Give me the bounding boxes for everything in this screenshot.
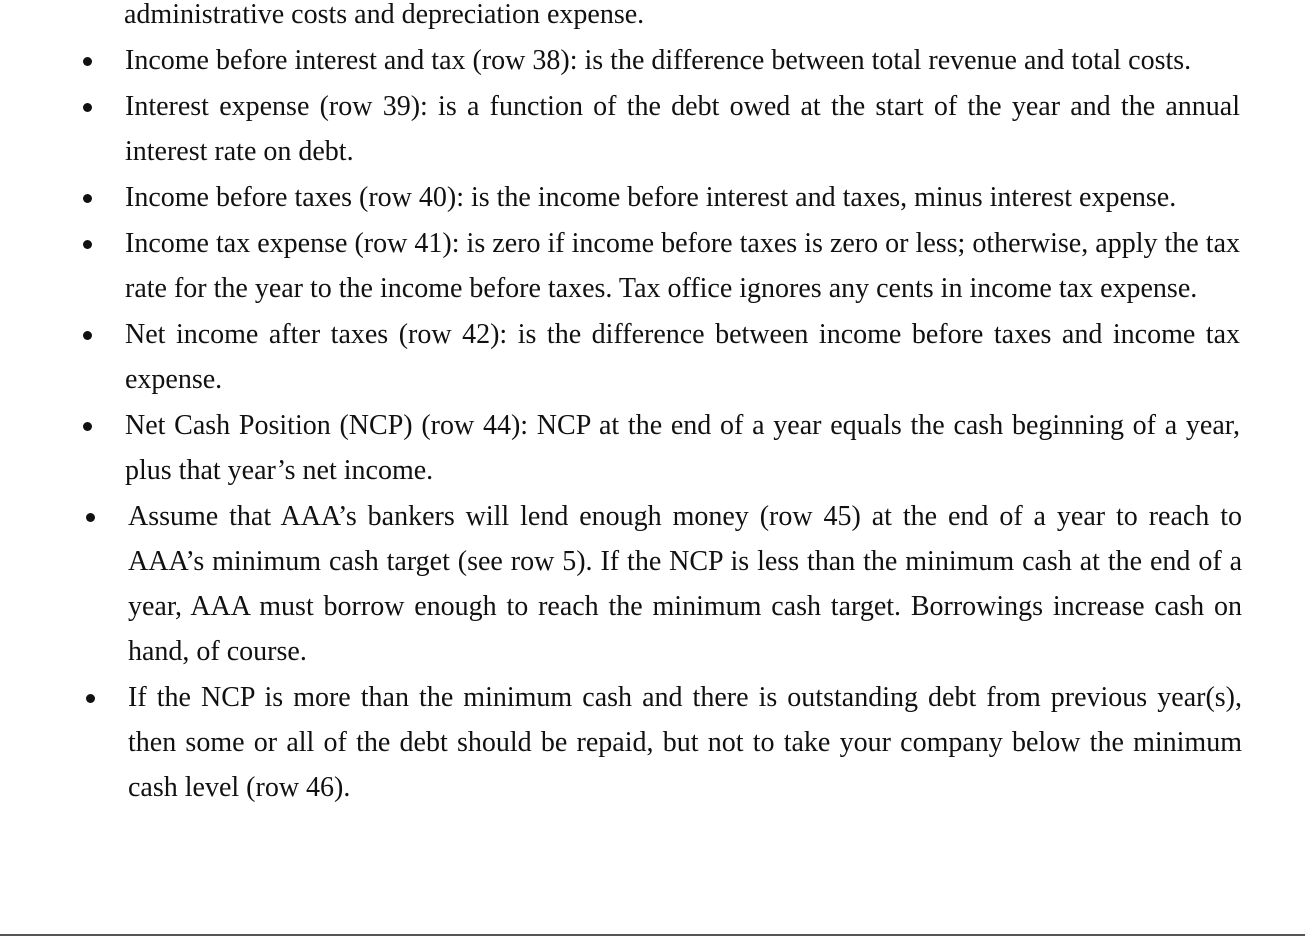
list-item	[0, 494, 1242, 674]
list-item	[0, 84, 1240, 174]
bullet-list	[0, 38, 1305, 811]
list-item-text: Net Cash Position (NCP) (row 44): NCP at the end of a year equals the cash beginning of a year, plus that year’s net income.	[125, 410, 1240, 486]
list-item	[0, 175, 1240, 220]
lead-text-line: administrative costs and depreciation expense.	[124, 0, 645, 30]
list-item-text: Income before taxes (row 40): is the income before interest and taxes, minus interest expense.	[125, 182, 1177, 213]
bullet-dot-icon	[83, 240, 92, 249]
list-item-text: Net income after taxes (row 42): is the difference between income before taxes and income tax expense.	[125, 319, 1240, 395]
bullet-dot-icon	[86, 694, 95, 703]
bullet-dot-icon	[83, 331, 92, 340]
bullet-dot-icon	[86, 513, 95, 522]
list-item	[0, 312, 1240, 402]
list-item-text: Interest expense (row 39): is a function of the debt owed at the start of the year and the annual interest rate on debt.	[125, 91, 1240, 167]
list-item-text: Income before interest and tax (row 38): is the difference between total revenue and total costs.	[125, 45, 1192, 76]
list-item-text: Income tax expense (row 41): is zero if income before taxes is zero or less; otherwise, apply the tax rate for the year to the income before taxes. Tax office ignores any cents in income tax expense.	[125, 228, 1240, 304]
list-item	[0, 38, 1240, 83]
list-item	[0, 403, 1240, 493]
list-item	[0, 675, 1242, 810]
bullet-dot-icon	[83, 57, 92, 66]
bullet-dot-icon	[83, 194, 92, 203]
list-item-text: If the NCP is more than the minimum cash and there is outstanding debt from previous year(s), then some or all of the debt should be repaid, but not to take your company below the minimum cash level (row 46).	[128, 682, 1242, 803]
list-item	[0, 221, 1240, 311]
bullet-dot-icon	[83, 422, 92, 431]
bullet-dot-icon	[83, 103, 92, 112]
list-item-text: Assume that AAA’s bankers will lend enough money (row 45) at the end of a year to reach to AAA’s minimum cash target (see row 5). If the NCP is less than the minimum cash at the end of a year, AAA must borrow enough to reach the minimum cash target. Borrowings increase cash on hand, of course.	[128, 501, 1242, 667]
